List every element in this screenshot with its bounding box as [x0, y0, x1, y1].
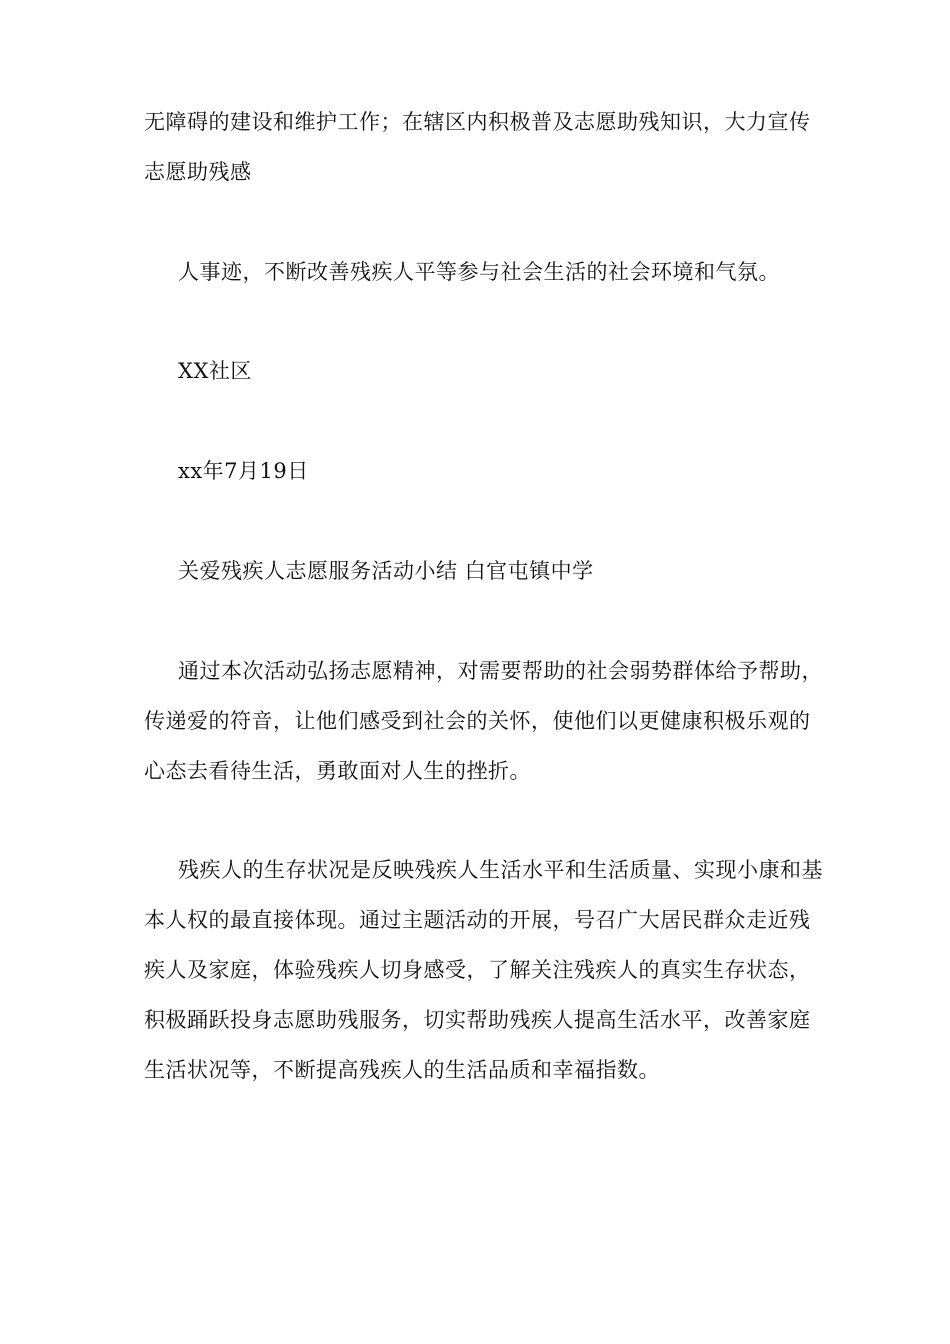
paragraph-continuation: 无障碍的建设和维护工作；在辖区内积极普及志愿助残知识，大力宣传志愿助残感: [144, 110, 811, 184]
signature-organization: XX社区: [178, 359, 252, 383]
section-title: 关爱残疾人志愿服务活动小结 白官屯镇中学: [178, 559, 594, 583]
signature-date: xx年7月19日: [178, 459, 309, 483]
paragraph-purpose: 通过本次活动弘扬志愿精神，对需要帮助的社会弱势群体给予帮助，传递爱的符音，让他们感受到社会的关怀，使他们以更健康积极乐观的心态去看待生活，勇敢面对人生的挫折。: [144, 659, 823, 783]
paragraph-significance: 残疾人的生存状况是反映残疾人生活水平和生活质量、实现小康和基本人权的最直接体现。通过主题活动的开展，号召广大居民群众走近残疾人及家庭，体验残疾人切身感受，了解关注残疾人的真实生存状态，积极踊跃投身志愿助残服务，切实帮助残疾人提高生活水平，改善家庭生活状况等，不断提高残疾人的生活品质和幸福指数。: [144, 858, 823, 1082]
paragraph-continuation-end: 人事迹，不断改善残疾人平等参与社会生活的社会环境和气氛。: [178, 260, 780, 284]
